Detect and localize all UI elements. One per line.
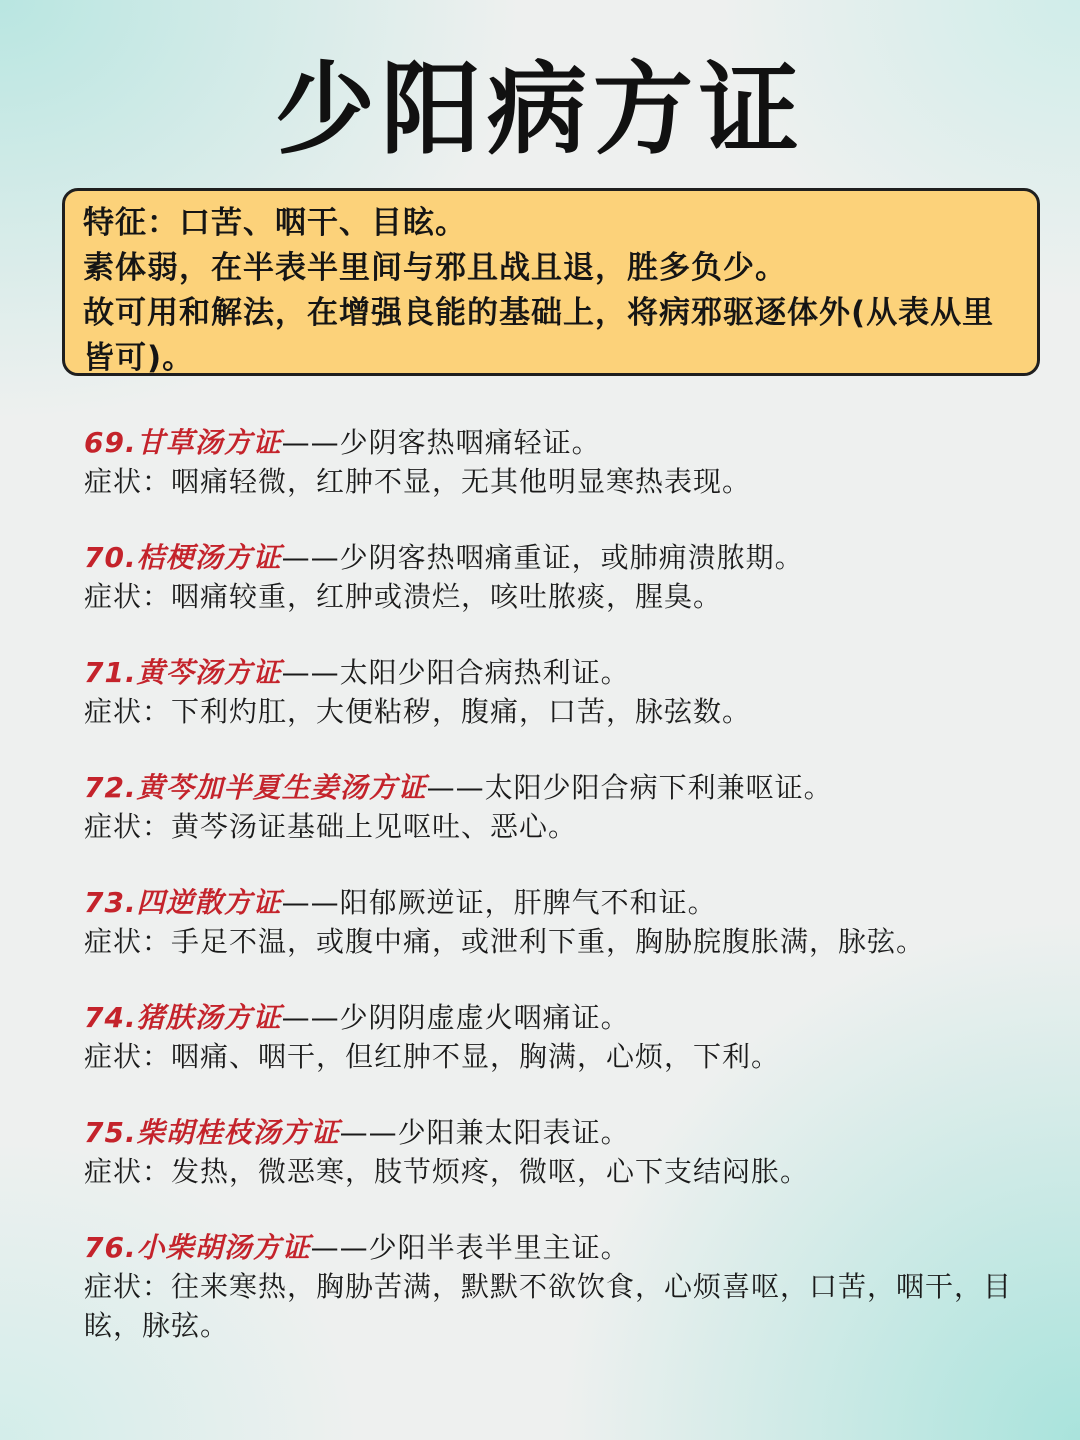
formula-symptoms: 症状：往来寒热，胸胁苦满，默默不欲饮食，心烦喜呕，口苦，咽干，目眩，脉弦。 <box>84 1270 1013 1342</box>
formula-pattern: ——阳郁厥逆证，肝脾气不和证。 <box>281 886 717 919</box>
formula-entry-75 <box>84 1113 1044 1191</box>
formula-name: 69.甘草汤方证 <box>84 426 282 459</box>
formula-pattern: ——少阴客热咽痛重证，或肺痈溃脓期。 <box>281 541 804 574</box>
formula-entry-74 <box>84 998 1044 1076</box>
formula-pattern: ——太阳少阳合病下利兼呕证。 <box>426 771 833 804</box>
feature-line-constitution: 素体弱，在半表半里间与邪且战且退，胜多负少。 <box>83 250 787 286</box>
formula-symptoms: 症状：黄芩汤证基础上见呕吐、恶心。 <box>84 810 578 843</box>
formula-symptoms: 症状：咽痛较重，红肿或溃烂，咳吐脓痰，腥臭。 <box>84 580 723 613</box>
formula-entry-73 <box>84 883 1044 961</box>
feature-line-treatment: 故可用和解法，在增强良能的基础上，将病邪驱逐体外(从表从里皆可)。 <box>83 295 995 376</box>
formula-list <box>84 423 1044 1382</box>
formula-entry-76 <box>84 1228 1044 1345</box>
formula-entry-69 <box>84 423 1044 501</box>
page-title: 少阳病方证 <box>275 50 805 168</box>
formula-heading <box>84 538 1044 577</box>
formula-heading <box>84 1113 1044 1152</box>
formula-symptoms: 症状：下利灼肛，大便粘秽，腹痛，口苦，脉弦数。 <box>84 695 752 728</box>
formula-name: 76.小柴胡汤方证 <box>84 1231 311 1264</box>
formula-pattern: ——少阴阴虚虚火咽痛证。 <box>281 1001 630 1034</box>
feature-summary-box <box>62 188 1040 376</box>
formula-entry-71 <box>84 653 1044 731</box>
formula-pattern: ——太阳少阳合病热利证。 <box>281 656 630 689</box>
formula-heading <box>84 1228 1044 1267</box>
formula-name: 70.桔梗汤方证 <box>84 541 282 574</box>
formula-symptoms: 症状：发热，微恶寒，肢节烦疼，微呕，心下支结闷胀。 <box>84 1155 810 1188</box>
formula-name: 74.猪肤汤方证 <box>84 1001 282 1034</box>
formula-name: 72.黄芩加半夏生姜汤方证 <box>84 771 427 804</box>
formula-name: 73.四逆散方证 <box>84 886 282 919</box>
formula-heading <box>84 423 1044 462</box>
formula-heading <box>84 653 1044 692</box>
formula-name: 75.柴胡桂枝汤方证 <box>84 1116 340 1149</box>
formula-pattern: ——少阳兼太阳表证。 <box>339 1116 630 1149</box>
formula-symptoms: 症状：手足不温，或腹中痛，或泄利下重，胸胁脘腹胀满，脉弦。 <box>84 925 926 958</box>
formula-pattern: ——少阳半表半里主证。 <box>310 1231 630 1264</box>
formula-symptoms: 症状：咽痛轻微，红肿不显，无其他明显寒热表现。 <box>84 465 752 498</box>
formula-pattern: ——少阴客热咽痛轻证。 <box>281 426 601 459</box>
formula-heading <box>84 998 1044 1037</box>
formula-heading <box>84 883 1044 922</box>
formula-entry-72 <box>84 768 1044 846</box>
formula-heading <box>84 768 1044 807</box>
formula-symptoms: 症状：咽痛、咽干，但红肿不显，胸满，心烦，下利。 <box>84 1040 781 1073</box>
formula-name: 71.黄芩汤方证 <box>84 656 282 689</box>
formula-entry-70 <box>84 538 1044 616</box>
feature-line-characteristics: 特征：口苦、咽干、目眩。 <box>83 205 467 241</box>
